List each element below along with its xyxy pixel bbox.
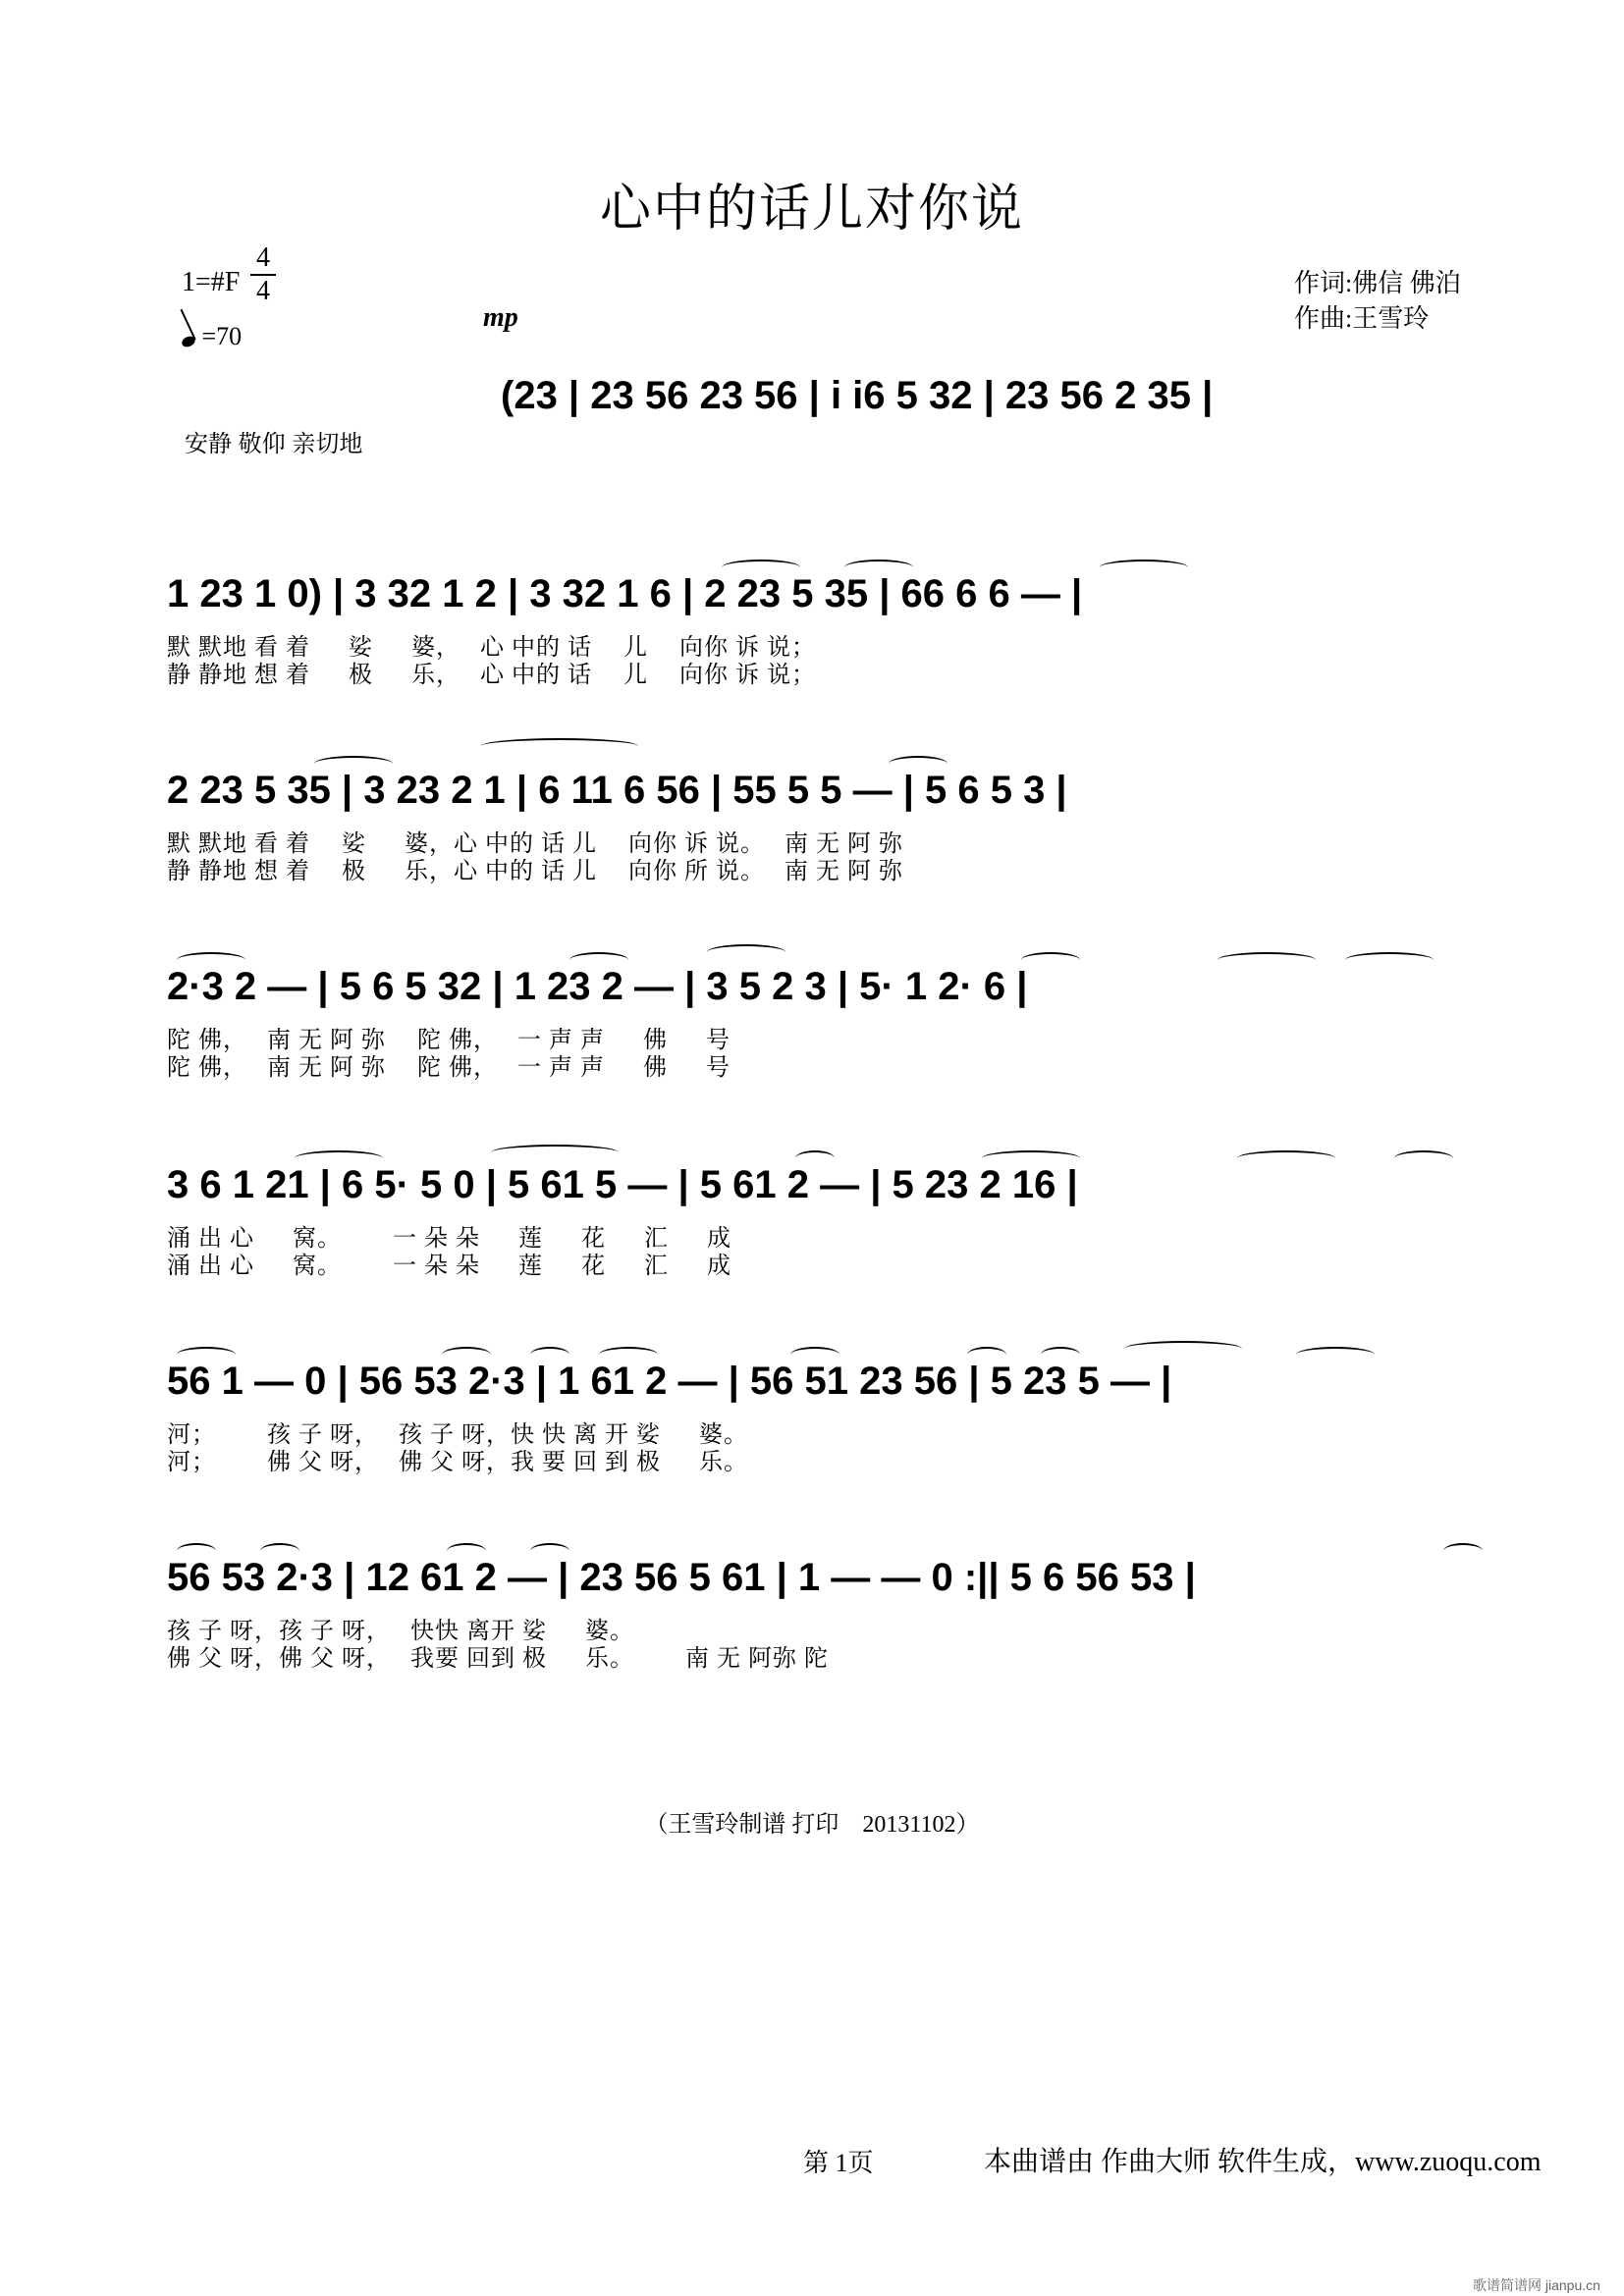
staff-system-7 (0, 1543, 1624, 1739)
page-number: 第 1页 (803, 2149, 874, 2177)
lyrics-verse-1: 孩 子 呀，孩 子 呀， 快快 离开 娑 婆。 (167, 1619, 634, 1644)
key-signature: 1=#F (182, 267, 241, 297)
dynamic-marking: mp (483, 302, 518, 333)
expression-text: 安静 敬仰 亲切地 (185, 431, 363, 457)
lyrics-verse-1: 默 默地 看 着 娑 婆， 心 中的 话 儿 向你 诉 说； (167, 635, 816, 661)
notation-line: 1 23 1 0) | 3 32 1 2 | 3 32 1 6 | 2 23 5 35 | 66 6 6 — | (167, 572, 1083, 615)
staff-system-1 (0, 361, 1624, 558)
tempo-marking (182, 322, 242, 351)
lyrics-verse-1: 涌 出 心 窝。 一 朵 朵 莲 花 汇 成 (167, 1226, 731, 1252)
lyrics-verse-1: 默 默地 看 着 娑 婆，心 中的 话 儿 向你 诉 说。 南 无 阿 弥 (167, 831, 903, 857)
staff-system-5 (0, 1150, 1624, 1347)
time-signature-top: 4 (256, 242, 270, 273)
print-note: （王雪玲制谱 打印 20131102） (644, 1812, 980, 1838)
lyrics-verse-2: 静 静地 想 着 极 乐，心 中的 话 儿 向你 所 说。 南 无 阿 弥 (167, 859, 903, 884)
notation-line: 2 23 5 35 | 3 23 2 1 | 6 11 6 56 | 55 5 5 — | 5 6 5 3 | (167, 769, 1067, 812)
site-watermark: 歌谱简谱网 jianpu.cn (1473, 2277, 1600, 2293)
composer-credit: 作曲:王雪玲 (1294, 304, 1430, 333)
lyrics-verse-2: 涌 出 心 窝。 一 朵 朵 莲 花 汇 成 (167, 1254, 731, 1279)
lyrics-verse-1: 河； 孩 子 呀， 孩 子 呀，快 快 离 开 娑 婆。 (167, 1422, 748, 1448)
lyrics-verse-2: 陀 佛， 南 无 阿 弥 陀 佛， 一 声 声 佛 号 (167, 1055, 731, 1081)
notation-line: (23 | 23 56 23 56 | i i6 5 32 | 23 56 2 35 | (501, 374, 1214, 417)
staff-system-2 (0, 560, 1624, 756)
notation-line: 3 6 1 21 | 6 5· 5 0 | 5 61 5 — | 5 61 2 — | 5 23 2 16 | (167, 1163, 1078, 1206)
staff-system-3 (0, 756, 1624, 952)
notation-line: 2·3 2 — | 5 6 5 32 | 1 23 2 — | 3 5 2 3 | 5· 1 2· 6 | (167, 965, 1028, 1008)
time-signature-bottom: 4 (256, 276, 270, 306)
generator-credit: 本曲谱由 作曲大师 软件生成，www.zuoqu.com (984, 2147, 1542, 2177)
lyrics-verse-2: 河； 佛 父 呀， 佛 父 呀，我 要 回 到 极 乐。 (167, 1450, 748, 1475)
notation-line: 56 53 2·3 | 12 61 2 — | 23 56 5 61 | 1 — — 0 :|| 5 6 56 53 | (167, 1556, 1196, 1599)
time-signature (250, 243, 276, 306)
slur (481, 738, 638, 754)
notation-line: 56 1 — 0 | 56 53 2·3 | 1 61 2 — | 56 51 23 56 | 5 23 5 — | (167, 1360, 1172, 1403)
lyrics-verse-2: 佛 父 呀，佛 父 呀， 我要 回到 极 乐。 南 无 阿弥 陀 (167, 1646, 829, 1672)
staff-system-6 (0, 1347, 1624, 1543)
page-title: 心中的话儿对你说 (599, 182, 1024, 238)
staff-system-4 (0, 952, 1624, 1148)
lyrics-verse-2: 静 静地 想 着 极 乐， 心 中的 话 儿 向你 诉 说； (167, 663, 816, 688)
tempo-value: =70 (201, 322, 243, 350)
lyricist-credit: 作词:佛信 佛泊 (1294, 269, 1461, 297)
lyrics-verse-1: 陀 佛， 南 无 阿 弥 陀 佛， 一 声 声 佛 号 (167, 1028, 731, 1053)
quarter-note-icon (181, 335, 197, 349)
